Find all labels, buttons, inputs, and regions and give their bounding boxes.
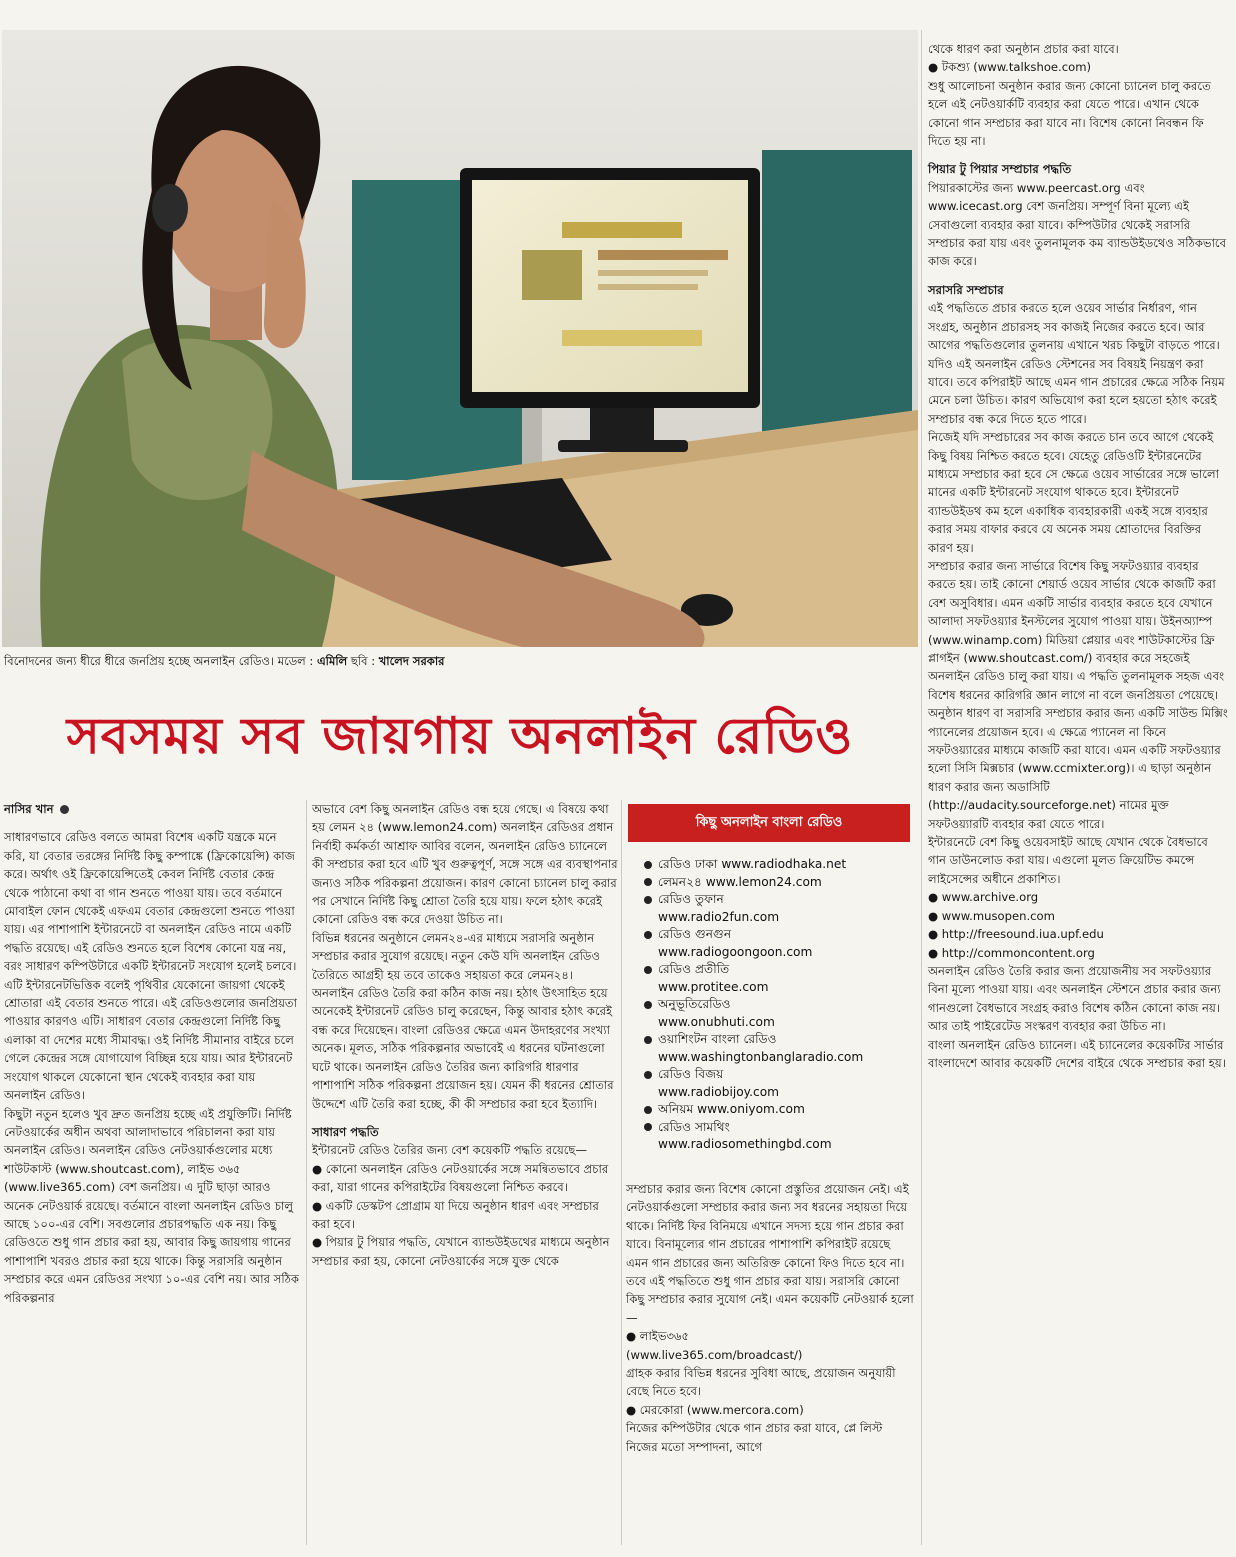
photo-illustration — [2, 30, 918, 647]
radio-name: রেডিও ঢাকা — [658, 857, 718, 871]
list-item — [644, 1119, 912, 1154]
list-item — [644, 1031, 912, 1066]
list-item — [644, 961, 912, 996]
bullet-icon — [644, 1106, 652, 1114]
sidebar-box — [626, 804, 912, 1172]
column-divider — [921, 30, 922, 1545]
sidebar-title: কিছু অনলাইন বাংলা রেডিও — [628, 804, 910, 842]
column-4b-text: পিয়ারকাস্টের জন্য www.peercast.org এবং www.icecast.org বেশ জনপ্রিয়। সম্পূর্ণ বিনা মূল্যে এই সেবাগুলো ব্যবহার করা যাবে। কম্পিউটার থেকেই সরাসরি সম্প্রচার করা যায় এবং তুলনামূলক কম ব্যান্ডউইডথেও সঠিকভাবে কাজ করে। — [928, 180, 1230, 269]
radio-list — [626, 842, 912, 1154]
bullet-icon — [644, 861, 652, 869]
list-item — [644, 891, 912, 926]
column-4a-text: থেকে ধারণ করা অনুষ্ঠান প্রচার করা যাবে। ● টকশ্যু (www.talkshoe.com) শুধু আলোচনা অনুষ্ঠান করার জন্য কোনো চ্যানেল চালু করতে হলে এই নেটওয়ার্কটি ব্যবহার করা যেতে পারে। এখান থেকে কোনো গান সম্প্রচার করা যাবে না। বিশেষ কোনো নিবন্ধন ফি দিতে হয় না। — [928, 42, 1211, 149]
radio-url: www.washingtonbanglaradio.com — [658, 1049, 864, 1064]
radio-name: রেডিও তুফান — [658, 892, 724, 906]
column-2b-text: ইন্টারনেট রেডিও তৈরির জন্য বেশ কয়েকটি পদ্ধতি রয়েছে— ● কোনো অনলাইন রেডিও নেটওয়ার্কের সঙ্গে সমন্বিতভাবে প্রচার করা, যারা গানের কপিরাইটের বিষয়গুলো নিশ্চিত করবে। ● একটি ডেস্কটপ প্রোগ্রাম যা দিয়ে অনুষ্ঠান ধারণ এবং সম্প্রচার করা হবে। ● পিয়ার টু পিয়ার পদ্ধতি, যেখানে ব্যান্ডউইডথের মাধ্যমে অনুষ্ঠান সম্প্রচার করা হয়, কোনো নেটওয়ার্কের সঙ্গে যুক্ত থেকে — [312, 1143, 610, 1268]
article-column-3 — [626, 1180, 916, 1542]
headline: সবসময় সব জায়গায় অনলাইন রেডিও — [66, 706, 854, 765]
radio-url: www.radiobijoy.com — [658, 1084, 780, 1099]
column-divider — [621, 800, 622, 1545]
bullet-icon — [644, 878, 652, 886]
bullet-icon — [644, 966, 652, 974]
radio-url: www.lemon24.com — [705, 874, 822, 889]
bullet-icon — [644, 1123, 652, 1131]
list-item — [644, 1066, 912, 1101]
caption-credit-label: ছবি : — [347, 654, 379, 668]
column-4c-text: এই পদ্ধতিতে প্রচার করতে হলে ওয়েব সার্ভার নির্ধারণ, গান সংগ্রহ, অনুষ্ঠান প্রচারসহ সব কাজই নিজের করতে হবে। আর আগের পদ্ধতিগুলোর তুলনায় এখানে খরচ কিছুটা বাড়তে পারে। যদিও এই অনলাইন রেডিও স্টেশনের সব বিষয়ই নিয়ন্ত্রণ করা যাবে। তবে কপিরাইট আছে এমন গান প্রচারের ক্ষেত্রে সঠিক নিয়ম মেনে চলা উচিত। কারণ অভিযোগ করা হলে হয়তো হঠাৎ করেই সম্প্রচার বন্ধ করে দিতে হতে পারে। নিজেই যদি সম্প্রচারের সব কাজ করতে চান তবে আগে থেকেই কিছু বিষয় নিশ্চিত করতে হবে। যেহেতু রেডিওটি ইন্টারনেটের মাধ্যমে সম্প্রচার করা হবে সে ক্ষেত্রে ওয়েব সার্ভারের সঙ্গে ভালো মানের একটি ইন্টারনেট সংযোগ থাকতে হবে। ইন্টারনেট ব্যান্ডউইডথ কম হলে একাধিক ব্যবহারকারী একই সঙ্গে ব্যবহার করার সময় বাফার করবে যে অনেক সময় শ্রোতাদের বিরক্তির কারণ হয়। সম্প্রচার করার জন্য সার্ভারে বিশেষ কিছু সফটওয়্যার ব্যবহার করতে হয়। তাই কোনো শেয়ার্ড ওয়েব সার্ভার থেকে কাজটি করা বেশ অসুবিধার। এমন একটি সার্ভার ব্যবহার করতে হবে যেখানে আলাদা সফটওয়্যার ইনস্টলের সুযোগ পাওয়া যায়। উইনঅ্যাম্প (www.winamp.com) মিডিয়া প্লেয়ার এবং শাউটকাস্টের ফ্রি প্লাগইন (www.shoutcast.com/) ব্যবহার করে সহজেই অনলাইন রেডিও চালু করা যায়। এ পদ্ধতি তুলনামূলক সহজ এবং বিশেষ ধরনের কারিগরি জ্ঞান লাগে না বলে জনপ্রিয়তা পেয়েছে। অনুষ্ঠান ধারণ বা সরাসরি সম্প্রচার করার জন্য একটি সাউন্ড মিক্সিং প্যানেলের প্রয়োজন হবে। এ ক্ষেত্রে প্যানেল না কিনে সফটওয়্যারের মাধ্যমে কাজটি করা যাবে। এমন একটি সফটওয়্যার হলো সিসি মিক্সচার (www.ccmixter.org)। এ ছাড়া অনুষ্ঠান ধারণ করার জন্য অডাসিটি (http://audacity.sourceforge.net) নামের মুক্ত সফটওয়্যারটি ব্যবহার করা যেতে পারে। ইন্টারনেটে বেশ কিছু ওয়েবসাইট আছে যেখান থেকে বৈধভাবে গান ডাউনলোড করা যায়। এগুলো মূলত ক্রিয়েটিভ কমন্সে লাইসেন্সের অধীনে প্রকাশিত। ● www.archive.org ● www.musopen.com ● http://freesound.iua.upf.edu ● http://commoncontent.org অনলাইন রেডিও তৈরি করার জন্য প্রয়োজনীয় সব সফটওয়্যার বিনা মূল্যে পাওয়া যায়। এবং অনলাইন স্টেশনে প্রচার করার জন্য গানগুলো বৈধভাবে সংগ্রহ করাও বিশেষ কঠিন কোনো কাজ নয়। আর তাই পাইরেটেড সংস্করণ ব্যবহার করা উচিত না। বাংলা অনলাইন রেডিও চ্যানেল। এই চ্যানেলের কয়েকটির সার্ভার বাংলাদেশে আবার কয়েকটি দেশের বাইরে থেকে সম্প্রচার করা হয়। — [928, 301, 1228, 1070]
caption-text: বিনোদনের জন্য ধীরে ধীরে জনপ্রিয় হচ্ছে অনলাইন রেডিও। মডেল : — [4, 654, 317, 668]
column-3-text: সম্প্রচার করার জন্য বিশেষ কোনো প্রস্তুতির প্রয়োজন নেই। এই নেটওয়ার্কগুলো সম্প্রচার করার জন্য সব ধরনের সহায়তা দিয়ে থাকে। নির্দিষ্ট ফির বিনিময়ে এখানে সদস্য হয়ে গান প্রচার করা যাবে। বিনামূল্যের গান প্রচারের পাশাপাশি কপিরাইট রয়েছে এমন গান প্রচারের জন্য অতিরিক্ত কোনো ফিও দিতে হবে না। তবে এই পদ্ধতিতে শুধু গান প্রচার করা যায়। সরাসরি কোনো কিছু সম্প্রচার করার সুযোগ নেই। এমন কয়েকটি নেটওয়ার্ক হলো— ● লাইভ৩৬৫ (www.live365.com/broadcast/) গ্রাহক করার বিভিন্ন ধরনের সুবিধা আছে, প্রয়োজন অনুযায়ী বেছে নিতে হবে। ● মেরকোরা (www.mercora.com) নিজের কম্পিউটার থেকে গান প্রচার করা যাবে, প্লে লিস্ট নিজের মতো সম্পাদনা, আগে — [626, 1182, 914, 1454]
column-divider — [306, 800, 307, 1545]
subheading-direct-broadcast: সরাসরি সম্প্রচার — [928, 282, 1004, 297]
column-2-text: অভাবে বেশ কিছু অনলাইন রেডিও বন্ধ হয়ে গেছে। এ বিষয়ে কথা হয় লেমন ২৪ (www.lemon24.com) অনলাইন রেডিওর প্রধান নির্বাহী কর্মকর্তা আশ্রাফ আবির বলেন, অনলাইন রেডিও চ্যানেলে কী সম্প্রচার করা হবে এটি খুব গুরুত্বপূর্ণ, সঙ্গে সঙ্গে এর ব্যবস্থাপনার জন্যও সঠিক পরিকল্পনা প্রয়োজন। কারণ কোনো চ্যানেল চালু করার পর সেখানে নির্দিষ্ট কিছু শ্রোতা তৈরি হয়ে যায়। ফলে হঠাৎ করেই কোনো রেডিও বন্ধ করে দেওয়া উচিত না। বিভিন্ন ধরনের অনুষ্ঠানে লেমন২৪-এর মাধ্যমে সরাসরি অনুষ্ঠান সম্প্রচার করার সুযোগ রয়েছে। নতুন কেউ যদি অনলাইন রেডিও তৈরিতে আগ্রহী হয় তবে তাকেও সহায়তা করে লেমন২৪। অনলাইন রেডিও তৈরি করা কঠিন কাজ নয়। হঠাৎ উৎসাহিত হয়ে অনেকেই ইন্টারনেট রেডিও চালু করেছেন, কিন্তু আবার হঠাৎ করেই বন্ধ করে দিয়েছেন। বাংলা রেডিওর ক্ষেত্রে এমন উদাহরণের সংখ্যা অনেক। মূলত, সঠিক পরিকল্পনার অভাবেই এ ধরনের ঘটনাগুলো ঘটে থাকে। অনলাইন রেডিও তৈরির জন্য কারিগরি ধারণার পাশাপাশি সঠিক পরিকল্পনা প্রয়োজন হয়। যেমন কী ধরনের শ্রোতার উদ্দেশে এটি তৈরি করা হচ্ছে, কী কী সম্প্রচার করা হবে ইত্যাদি। — [312, 802, 618, 1111]
bullet-icon — [644, 1036, 652, 1044]
spacer — [928, 150, 1228, 160]
article-column-2 — [312, 800, 618, 1540]
radio-url: www.protitee.com — [658, 979, 769, 994]
subheading-peer-to-peer: পিয়ার টু পিয়ার সম্প্রচার পদ্ধতি — [928, 162, 1072, 177]
spacer — [4, 818, 300, 828]
spacer — [928, 271, 1228, 281]
column-1-text: সাধারণভাবে রেডিও বলতে আমরা বিশেষ একটি যন্ত্রকে মনে করি, যা বেতার তরঙ্গের নির্দিষ্ট কিছু কম্পাঙ্কে (ফ্রিকোয়েন্সি) কাজ করে। অর্থাৎ ওই ফ্রিকোয়েন্সিতেই কেবল নির্দিষ্ট বেতার কেন্দ্র থেকে পাঠানো কথা বা গান শুনতে পাওয়া যায়। তবে বর্তমানে মোবাইল ফোন থেকেই এফএম বেতার কেন্দ্রগুলো শুনতে পাওয়া যায়। এর পাশাপাশি ইন্টারনেটে বা অনলাইন রেডিও নামে একটি পদ্ধতি রয়েছে। এই রেডিও শুনতে হলে বিশেষ কোনো যন্ত্র নয়, বরং সাধারণ কম্পিউটারে একটি ইন্টারনেট সংযোগ হলেই চলবে। এটি ইন্টারনেটভিত্তিক বলেই পৃথিবীর যেকোনো জায়গা থেকেই শ্রোতারা এই বেতার শুনতে পারে। এই রেডিওগুলোর জনপ্রিয়তা পাওয়ার কারণও এটি। সাধারণ বেতার কেন্দ্রগুলো নির্দিষ্ট কিছু এলাকা বা দেশের মধ্যে সীমাবদ্ধ। ওই নির্দিষ্ট সীমানার বাইরে চলে গেলে কেন্দ্রের সঙ্গে যোগাযোগ বিচ্ছিন্ন হয়ে যায়। আর ইন্টারনেট সংযোগ থাকলে যেকোনো স্থান থেকেই ব্যবহার করা যায় অনলাইন রেডিও। কিছুটা নতুন হলেও খুব দ্রুত জনপ্রিয় হচ্ছে এই প্রযুক্তিটি। নির্দিষ্ট নেটওয়ার্কের অধীন অথবা আলাদাভাবে পরিচালনা করা যায় অনলাইন রেডিও। অনলাইন রেডিও নেটওয়ার্কগুলোর মধ্যে শাউটকাস্ট (www.shoutcast.com), লাইভ ৩৬৫ (www.live365.com) বেশ জনপ্রিয়। এ দুটি ছাড়া আরও অনেক নেটওয়ার্ক রয়েছে। বর্তমানে বাংলা অনলাইন রেডিও চালু আছে ১০০-এর বেশি। সবগুলোর প্রচারপদ্ধতি এক নয়। কিছু রেডিওতে শুধু গান প্রচার করা হয়, আবার কিছু জায়গায় গানের পাশাপাশি খবরও প্রচার করা হয়ে থাকে। কিন্তু সরাসরি অনুষ্ঠান সম্প্রচার করে এমন রেডিওর সংখ্যা ১০-এর বেশি নয়। আর সঠিক পরিকল্পনার — [4, 830, 299, 1305]
radio-name: ওয়াশিংটন বাংলা রেডিও — [658, 1032, 777, 1046]
radio-url: www.radiodhaka.net — [721, 857, 847, 871]
list-item — [644, 856, 912, 874]
radio-url: www.radiosomethingbd.com — [658, 1137, 832, 1151]
photo-caption — [4, 651, 916, 671]
bullet-icon — [644, 1071, 652, 1079]
radio-url: www.radiogoongoon.com — [658, 944, 813, 959]
radio-name: অনুভূতিরেডিও — [658, 997, 731, 1011]
radio-url: www.onubhuti.com — [658, 1014, 775, 1029]
article-column-4 — [928, 40, 1228, 1545]
article-photo — [2, 30, 918, 647]
radio-name: রেডিও প্রতীতি — [658, 962, 730, 976]
bullet-icon — [60, 805, 69, 814]
radio-name: রেডিও সামথিং — [658, 1119, 730, 1134]
radio-url: www.radio2fun.com — [658, 909, 780, 924]
list-item — [644, 874, 912, 892]
bullet-icon — [644, 896, 652, 904]
caption-model: এমিলি — [316, 654, 348, 668]
byline-text: নাসির খান — [4, 802, 54, 816]
list-item — [644, 1101, 912, 1119]
bullet-icon — [644, 931, 652, 939]
subheading-general-method: সাধারণ পদ্ধতি — [312, 1124, 379, 1139]
list-item — [644, 996, 912, 1031]
caption-photographer: খালেদ সরকার — [378, 654, 445, 668]
radio-name: রেডিও গুনগুন — [658, 927, 732, 941]
spacer — [312, 1113, 618, 1123]
radio-name: রেডিও বিজয় — [658, 1067, 724, 1081]
byline — [4, 800, 300, 818]
list-item — [644, 926, 912, 961]
radio-name: অনিয়ম — [658, 1102, 694, 1116]
radio-url: www.oniyom.com — [697, 1102, 805, 1116]
article-column-1 — [4, 800, 300, 1540]
bullet-icon — [644, 1001, 652, 1009]
radio-name: লেমন২৪ — [658, 874, 702, 889]
